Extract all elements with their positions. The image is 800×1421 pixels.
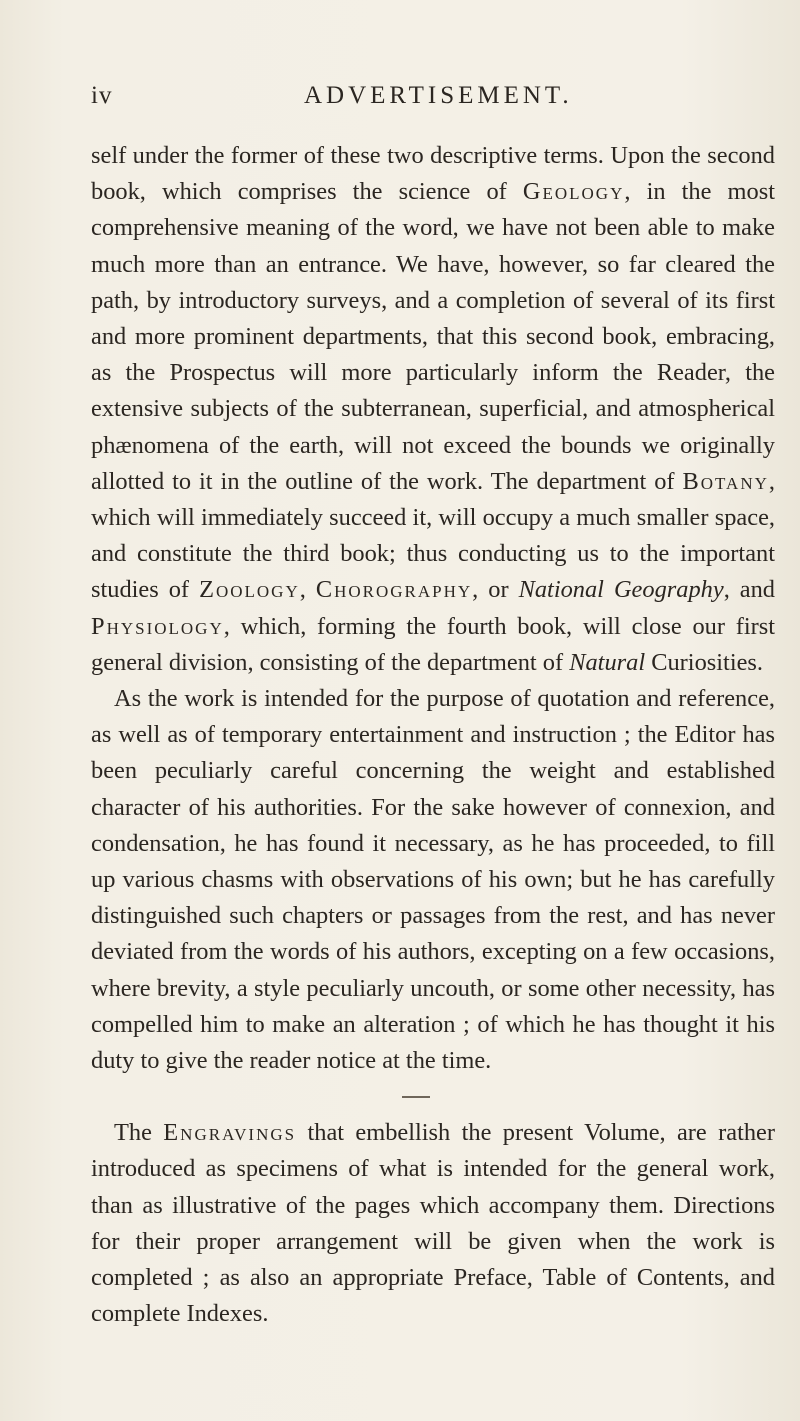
- paragraph-1: [91, 138, 775, 681]
- paragraph-2: As the work is intended for the purpose of quotation and reference, as well as of temporary entertainment and instruction ; the Editor has been peculiarly careful concerning the weight and established character of his authorities. For the sake however of connexion, and condensation, he has found it necessary, as he has proceeded, to fill up various chasms with observations of his own; but he has carefully distinguished such chapters or passages from the rest, and has never deviated from the words of his authors, excepting on a few occasions, where brevity, a style peculiarly uncouth, or some other necessity, has compelled him to make an alteration ; of which he has thought it his duty to give the reader notice at the time.: [91, 685, 775, 1075]
- term-zoology: Zoology: [199, 576, 300, 604]
- text-run: The: [114, 1119, 164, 1147]
- paragraph-3: [91, 1115, 775, 1332]
- text-run: , or: [472, 576, 519, 604]
- text-run: , in the most comprehensive meaning of the word, we have not been able to make much more than an entrance. We have, however, so far cleared the path, by introductory surveys, and a completion of several of its first and more prominent departments, that this second book, embracing, as the Prospectus will more particularly inform the Reader, the extensive subjects of the subterranean, superficial, and atmospherical phænomena of the earth, will not exceed the bounds we originally allotted to it in the outline of the work. The department of: [91, 178, 775, 495]
- term-geology: Geology: [522, 178, 625, 206]
- body-text: [91, 138, 775, 1333]
- term-engravings: Engravings: [163, 1119, 297, 1147]
- section-divider: [402, 1096, 430, 1098]
- page-header: [0, 82, 800, 122]
- text-run: , which will immediately succeed it, will occupy a much smaller space, and constitute the third book; thus conducting us to the important studies of: [91, 467, 775, 604]
- page-number: iv: [91, 82, 113, 109]
- term-national-geography: National Geography: [518, 576, 724, 604]
- term-natural: Natural: [569, 648, 646, 676]
- term-physiology: Physiology: [91, 612, 224, 640]
- text-run: self under the former of these two descriptive terms. Upon the second book, which comprises the science of: [91, 142, 775, 206]
- term-botany: Botany: [682, 467, 769, 495]
- text-run: Curiosities.: [645, 648, 764, 676]
- text-run: , and: [723, 576, 775, 604]
- text-run: that embellish the present Volume, are rather introduced as specimens of what is intended for the general work, than as illustrative of the pages which accompany them. Directions for their proper arrangement will be given when the work is completed ; as also an appropriate Preface, Table of Contents, and complete Indexes.: [91, 1119, 775, 1328]
- running-head: ADVERTISEMENT.: [304, 82, 573, 109]
- term-chorography: Chorography: [315, 576, 473, 604]
- text-run: ,: [299, 576, 316, 604]
- text-run: , which, forming the fourth book, will close our first general division, consisting of the department of: [91, 612, 775, 676]
